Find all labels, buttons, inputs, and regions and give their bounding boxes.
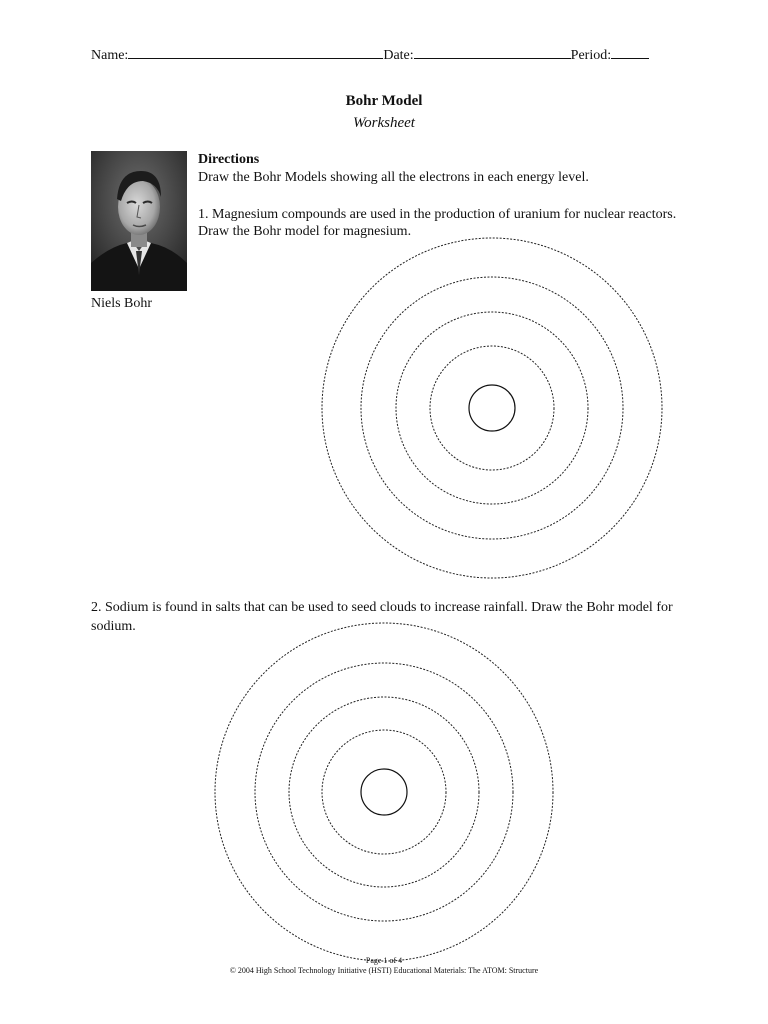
period-label: Period:: [570, 48, 612, 63]
copyright-footer: © 2004 High School Technology Initiative (HSTI) Educational Materials: The ATOM: Structure: [229, 966, 539, 975]
energy-level-2: [322, 730, 446, 854]
energy-level-5: [322, 238, 662, 578]
question-1-text: 1. Magnesium compounds are used in the production of uranium for nuclear reactors. Draw the Bohr model for magnesium.: [198, 207, 677, 239]
question-2-text: 2. Sodium is found in salts that can be used to seed clouds to increase rainfall. Draw the Bohr model for sodium.: [91, 600, 673, 634]
energy-level-3: [289, 697, 479, 887]
energy-level-2: [430, 346, 554, 470]
photo-caption: Niels Bohr: [91, 296, 153, 311]
energy-level-5: [215, 623, 553, 961]
energy-level-4: [255, 663, 513, 921]
page-subtitle: Worksheet: [353, 115, 415, 131]
name-label: Name:: [91, 48, 129, 63]
nucleus: [361, 769, 407, 815]
page-title: Bohr Model: [345, 93, 423, 109]
page-number: Page 1 of 4: [365, 956, 403, 965]
sodium-bohr-diagram[interactable]: [215, 623, 553, 961]
energy-level-4: [361, 277, 623, 539]
energy-level-3: [396, 312, 588, 504]
date-label: Date:: [383, 48, 414, 63]
directions-text: Draw the Bohr Models showing all the electrons in each energy level.: [198, 170, 589, 185]
magnesium-bohr-diagram[interactable]: [322, 238, 662, 578]
nucleus: [469, 385, 515, 431]
directions-heading: Directions: [198, 152, 260, 167]
